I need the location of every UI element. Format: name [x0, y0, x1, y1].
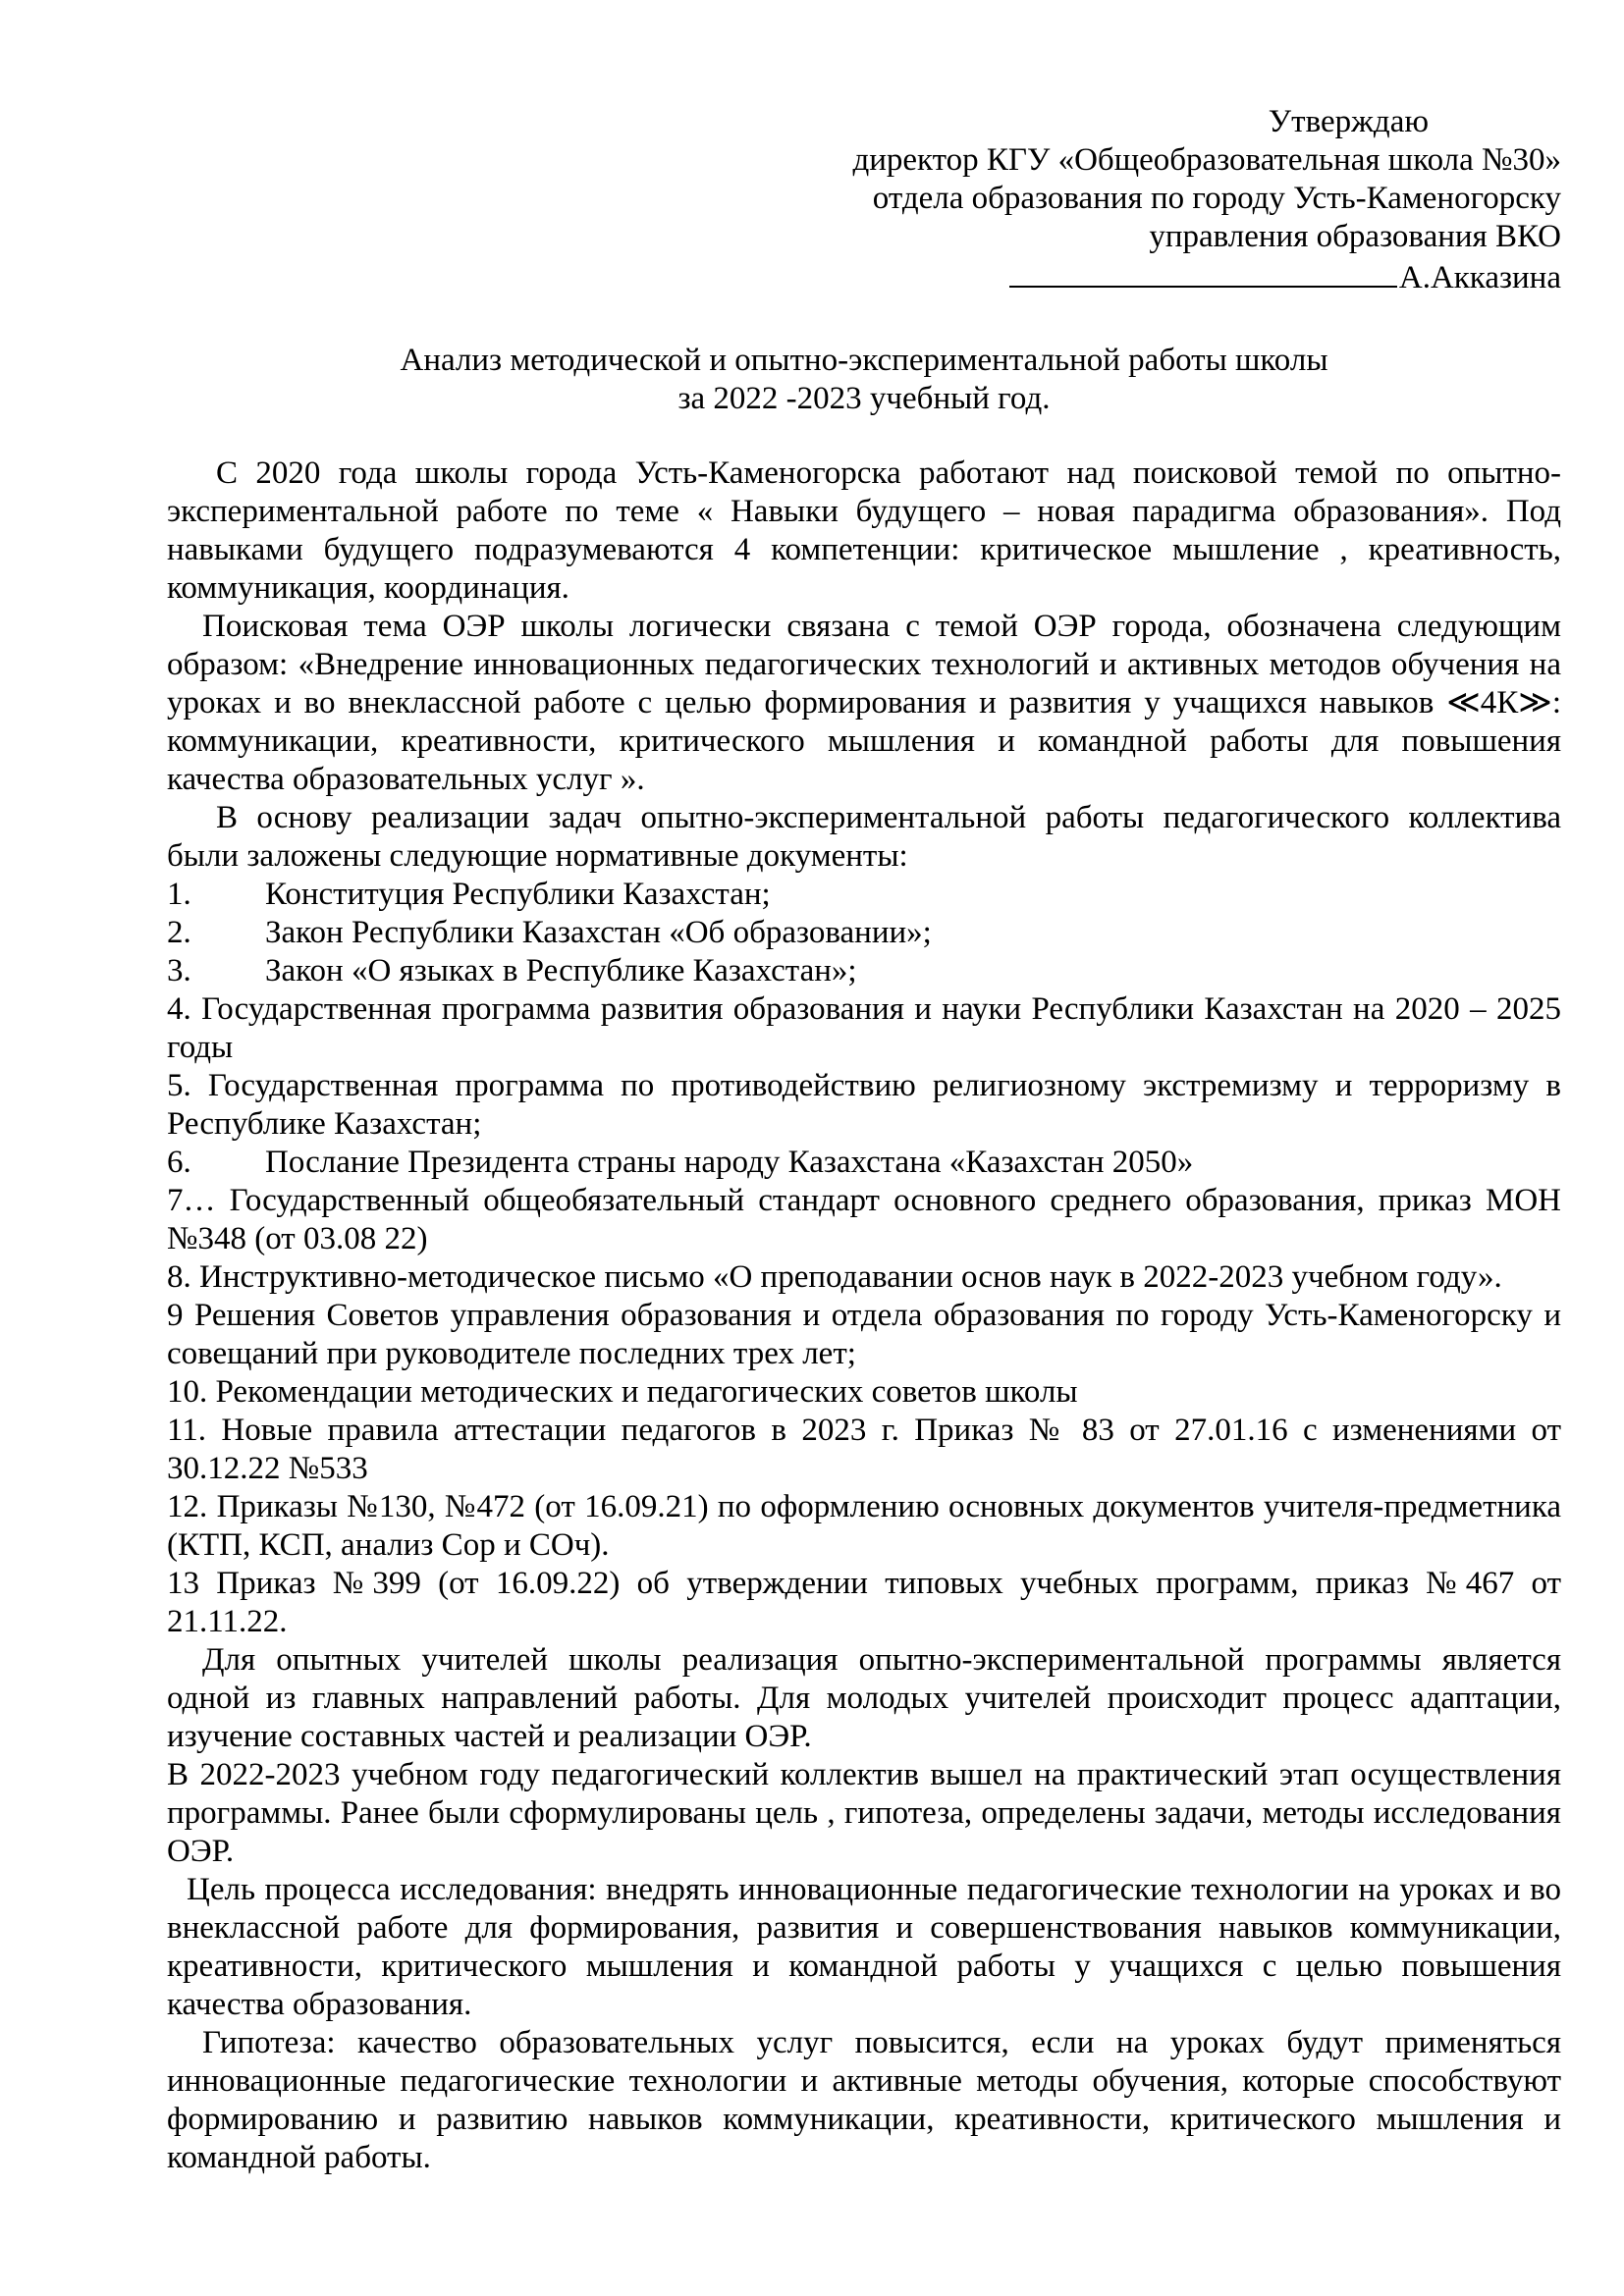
- list-item: [167, 952, 1561, 990]
- list-item: 13 Приказ №399 (от 16.09.22) об утверждении типовых учебных программ, приказ №467 от 21.11.22.: [167, 1566, 1561, 1639]
- paragraph-teachers: Для опытных учителей школы реализация опытно-экспериментальной программы является одной из главных направлений работы. Для молодых учителей происходит процесс адаптации, изучение составных частей и реализации ОЭР.: [167, 1642, 1561, 1754]
- paragraph-search-theme: Поисковая тема ОЭР школы логически связана с темой ОЭР города, обозначена следующим образом: «Внедрение инновационных педагогических технологий и активных методов обучения на уроках и во внеклассной работе с целью формирования и развития у учащихся навыков ≪4К≫: коммуникации, креативности, критического мышления и командной работы для повышения качества образовательных услуг ».: [167, 609, 1561, 797]
- list-item: 7… Государственный общеобязательный стандарт основного среднего образования, приказ МОН №348 (от 03.08 22): [167, 1183, 1561, 1256]
- list-item: 5. Государственная программа по противодействию религиозному экстремизму и терроризму в Республике Казахстан;: [167, 1068, 1561, 1142]
- list-item-number: 6.: [167, 1145, 191, 1180]
- list-item: 4. Государственная программа развития образования и науки Республики Казахстан на 2020 – 2025 годы: [167, 991, 1561, 1065]
- list-item-text: Послание Президента страны народу Казахстана «Казахстан 2050»: [265, 1145, 1194, 1180]
- signature-line: [1009, 256, 1397, 288]
- approval-department: отдела образования по городу Усть-Каменогорску: [872, 181, 1561, 216]
- paragraph-documents-intro: В основу реализации задач опытно-экспериментальной работы педагогического коллектива были заложены следующие нормативные документы:: [167, 800, 1561, 874]
- list-item-text: Конституция Республики Казахстан;: [265, 877, 771, 912]
- approval-heading: Утверждаю: [1268, 104, 1429, 139]
- list-item: [167, 876, 1561, 914]
- list-item: 9 Решения Советов управления образования и отдела образования по городу Усть-Каменогорску и совещаний при руководителе последних трех лет;: [167, 1298, 1561, 1371]
- list-item-text: Закон «О языках в Республике Казахстан»;: [265, 953, 857, 988]
- list-item-text: Закон Республики Казахстан «Об образовании»;: [265, 915, 932, 950]
- paragraph-intro: С 2020 года школы города Усть-Каменогорска работают над поисковой темой по опытно-экспериментальной работе по теме « Навыки будущего – новая парадигма образования». Под навыками будущего подразумеваются 4 компетенции: критическое мышление , креативность, коммуникация, координация.: [167, 455, 1561, 606]
- list-item: [167, 1144, 1561, 1182]
- paragraph-practical-stage: В 2022-2023 учебном году педагогический коллектив вышел на практический этап осуществления программы. Ранее были сформулированы цель , гипотеза, определены задачи, методы исследования ОЭР.: [167, 1757, 1561, 1869]
- list-item-number: 3.: [167, 953, 191, 988]
- approval-block: [167, 103, 1561, 297]
- list-item: 11. Новые правила аттестации педагогов в 2023 г. Приказ № 83 от 27.01.16 с изменениями от 30.12.22 №533: [167, 1413, 1561, 1486]
- document-title: [167, 342, 1561, 418]
- approval-position: директор КГУ «Общеобразовательная школа №30»: [852, 142, 1561, 178]
- list-item: [167, 914, 1561, 952]
- list-item-number: 2.: [167, 915, 191, 950]
- title-line-1: Анализ методической и опытно-экспериментальной работы школы: [400, 343, 1328, 378]
- list-item-number: 1.: [167, 877, 191, 912]
- title-line-2: за 2022 -2023 учебный год.: [677, 381, 1051, 416]
- list-item: 8. Инструктивно-методическое письмо «О преподавании основ наук в 2022-2023 учебном году».: [167, 1259, 1502, 1295]
- document-body: [167, 454, 1561, 2177]
- signature-name: А.Акказина: [1398, 260, 1561, 295]
- paragraph-hypothesis: Гипотеза: качество образовательных услуг повысится, если на уроках будут применяться инновационные педагогические технологии и активные методы обучения, которые способствуют формированию и развитию навыков коммуникации, креативности, критического мышления и командной работы.: [167, 2025, 1561, 2175]
- document-page: [167, 103, 1561, 2177]
- list-item: 10. Рекомендации методических и педагогических советов школы: [167, 1374, 1078, 1410]
- approval-signature-row: [167, 256, 1561, 297]
- documents-list: [167, 876, 1561, 1641]
- paragraph-research-goal: Цель процесса исследования: внедрять инновационные педагогические технологии на уроках и во внеклассной работе для формирования, развития и совершенствования навыков коммуникации, креативности, критического мышления и командной работы у учащихся с целью повышения качества образования.: [167, 1872, 1561, 2022]
- list-item: 12. Приказы №130, №472 (от 16.09.21) по оформлению основных документов учителя-предметника (КТП, КСП, анализ Сор и СОч).: [167, 1489, 1561, 1563]
- approval-authority: управления образования ВКО: [1149, 219, 1561, 254]
